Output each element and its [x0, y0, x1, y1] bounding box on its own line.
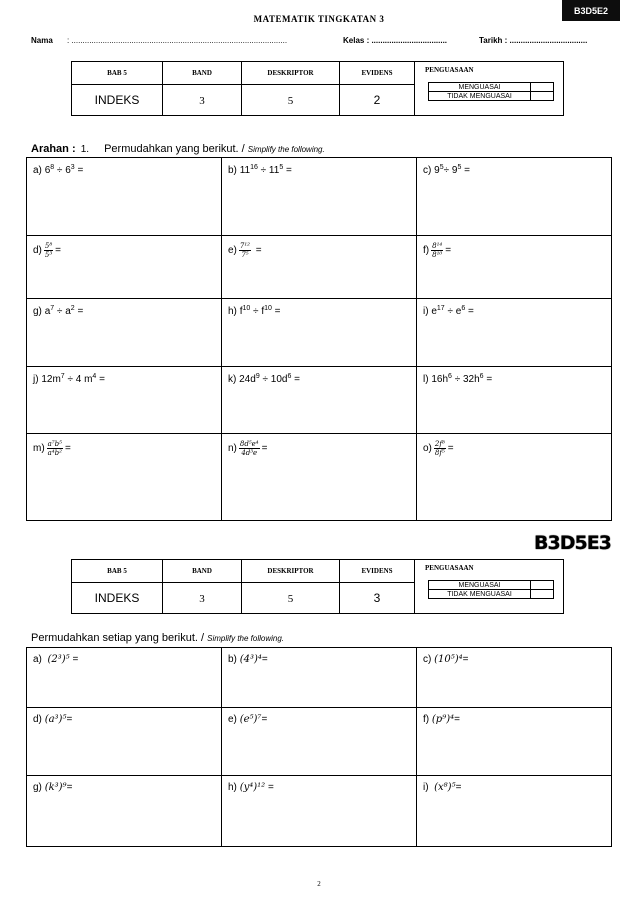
question-cell-h[interactable]: h) (y⁴)¹² =	[222, 776, 417, 847]
header-deskriptor: DESKRIPTOR	[242, 560, 340, 583]
page-number: 2	[317, 880, 321, 888]
header-deskriptor: DESKRIPTOR	[242, 62, 340, 85]
section2-question-grid	[26, 647, 612, 847]
question-cell-a[interactable]: a) (2³)⁵ =	[27, 648, 222, 708]
question-cell-e[interactable]: e) (e⁵)⁷=	[222, 708, 417, 776]
value-deskriptor: 5	[287, 95, 294, 107]
question-cell-l[interactable]: l) $16h^6 \div 32h^6$ =	[417, 367, 612, 434]
header-evidens: EVIDENS	[340, 62, 415, 85]
penguasaan-cell	[415, 560, 564, 614]
header-penguasaan: PENGUASAAN	[425, 564, 474, 572]
question-cell-a[interactable]: a) $6^8 \div 6^3$ =	[27, 158, 222, 236]
question-cell-b[interactable]: b) (4³)⁴=	[222, 648, 417, 708]
value-evidens: 2	[373, 93, 381, 107]
menguasai-checkbox[interactable]	[531, 581, 554, 590]
menguasai-label: MENGUASAI	[429, 581, 531, 590]
question-cell-i[interactable]: i) $e^{17} \div e^6$ =	[417, 299, 612, 367]
question-cell-g[interactable]: g) (k³)⁹=	[27, 776, 222, 847]
tidak-menguasai-checkbox[interactable]	[531, 590, 554, 599]
value-band: 3	[199, 593, 205, 605]
menguasai-label: MENGUASAI	[429, 83, 531, 92]
section2-code-badge: B3D5E3	[534, 532, 611, 554]
band-table-2	[71, 559, 564, 614]
question-cell-k[interactable]: k) $24d^9 \div 10d^6$ =	[222, 367, 417, 434]
header-band: BAND	[163, 560, 242, 583]
question-cell-f[interactable]: f) $\frac{\text{8¹⁴}}{\text{8¹⁰}}$ =	[417, 236, 612, 299]
mastery-checkbox-table	[428, 580, 554, 599]
question-cell-e[interactable]: e) $\frac{\text{7¹²}}{\text{7⁵}}$ =	[222, 236, 417, 299]
menguasai-checkbox[interactable]	[531, 83, 554, 92]
header-evidens: EVIDENS	[340, 560, 415, 583]
question-cell-d[interactable]: d) (a³)⁵=	[27, 708, 222, 776]
header-bab: BAB 5	[72, 560, 163, 583]
value-bab: INDEKS	[94, 591, 140, 605]
kelas-field[interactable]: Kelas : ..................................	[343, 36, 448, 45]
instruction-malay: Permudahkan yang berikut. /	[104, 143, 245, 155]
value-band: 3	[199, 95, 205, 107]
question-cell-j[interactable]: j) $12m^7 \div 4$ $m^4$ =	[27, 367, 222, 434]
nama-field[interactable]: : .................................................................................................	[67, 36, 288, 45]
band-table-1	[71, 61, 564, 116]
nama-label: Nama	[31, 36, 53, 45]
tidak-menguasai-checkbox[interactable]	[531, 92, 554, 101]
value-deskriptor: 5	[287, 593, 294, 605]
section2-instruction	[31, 632, 284, 644]
question-cell-g[interactable]: g) $a^7 \div a^2$ =	[27, 299, 222, 367]
question-cell-b[interactable]: b) $11^{16} \div 11^5$ =	[222, 158, 417, 236]
tarikh-field[interactable]: Tarikh : ...................................	[479, 36, 588, 45]
corner-code-badge: B3D5E2	[562, 0, 620, 21]
question-cell-m[interactable]: m) $\frac{\text{a⁷b⁵}}{\text{a⁴b²}}$ =	[27, 434, 222, 521]
header-band: BAND	[163, 62, 242, 85]
mastery-checkbox-table	[428, 82, 554, 101]
question-number: 1.	[80, 144, 90, 155]
section1-instruction	[31, 143, 325, 155]
header-penguasaan: PENGUASAAN	[425, 66, 474, 74]
header-bab: BAB 5	[72, 62, 163, 85]
tidak-menguasai-label: TIDAK MENGUASAI	[429, 590, 531, 599]
value-bab: INDEKS	[94, 93, 140, 107]
value-evidens: 3	[373, 591, 381, 605]
question-cell-c[interactable]: c) (10⁵)⁴=	[417, 648, 612, 708]
section1-question-grid	[26, 157, 612, 521]
question-cell-i[interactable]: i) (x⁸)⁵=	[417, 776, 612, 847]
page-title: MATEMATIK TINGKATAN 3	[253, 14, 385, 24]
question-cell-o[interactable]: o) $\frac{\text{2f⁸}}{\text{8f⁵}}$ =	[417, 434, 612, 521]
question-cell-h[interactable]: h) $f^{10} \div f^{10}$ =	[222, 299, 417, 367]
question-cell-c[interactable]: c) $9^5\div 9^5$ =	[417, 158, 612, 236]
arahan-label: Arahan :	[31, 143, 76, 155]
instruction-malay: Permudahkan setiap yang berikut. /	[31, 632, 205, 644]
instruction-english: Simplify the following.	[207, 634, 285, 643]
question-cell-f[interactable]: f) (p⁹)⁴=	[417, 708, 612, 776]
penguasaan-cell	[415, 62, 564, 116]
question-cell-n[interactable]: n) $\frac{\text{8d⁵e⁴}}{\text{4d³e}}$ =	[222, 434, 417, 521]
instruction-english: Simplify the following.	[247, 145, 325, 154]
question-cell-d[interactable]: d) $\frac{\text{5⁸}}{\text{5³}}$ =	[27, 236, 222, 299]
tidak-menguasai-label: TIDAK MENGUASAI	[429, 92, 531, 101]
